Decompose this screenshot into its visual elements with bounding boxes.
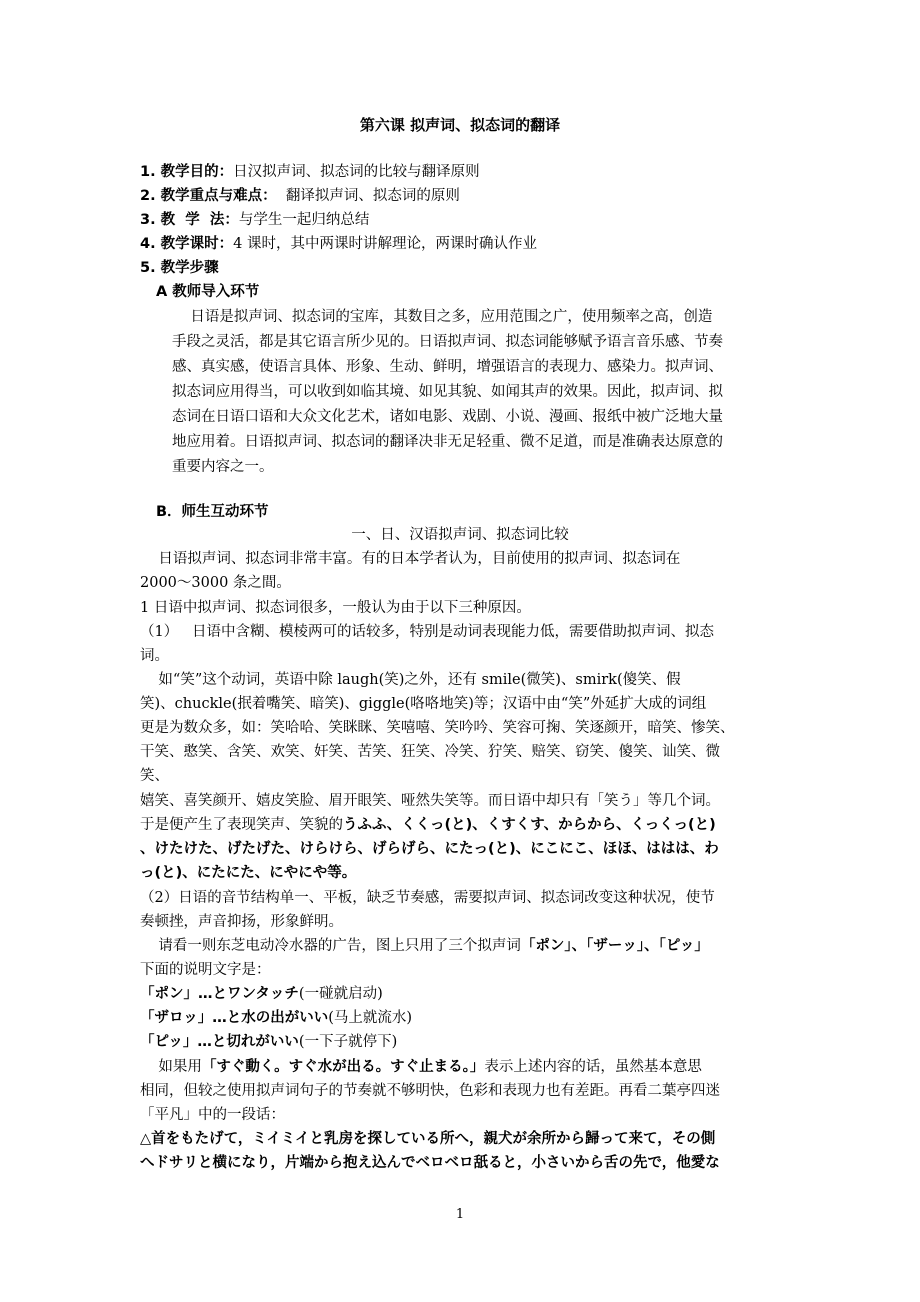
meta-line-hours (140, 232, 537, 256)
kana-line-prefix: 于是便产生了表现笑声、笑貌的 (140, 817, 343, 833)
body-line: 奏顿挫，声音抑扬，形象鲜明。 (140, 914, 343, 930)
section-a-line: 拟态词应用得当，可以收到如临其境、如见其貌、如闻其声的效果。因此，拟声词、拟 (172, 384, 723, 400)
section-b-heading: B．师生互动环节 (156, 504, 269, 520)
ad-onomatopoeia: 「ポン」、「ザーッ」、「ピッ」 (520, 938, 709, 954)
body-line: 嬉笑、喜笑颜开、嬉皮笑脸、眉开眼笑、哑然失笑等。而日语中却只有「笑う」等几个词。 (140, 793, 720, 809)
compare-suffix: 表示上述内容的话，虽然基本意思 (484, 1059, 702, 1075)
meta-value: 4 课时，其中两课时讲解理论，两课时确认作业 (233, 236, 537, 252)
example-jp: 「ザロッ」…と水の出がいい (140, 1010, 329, 1026)
section-b-subheading: 一、日、汉语拟声词、拟态词比较 (351, 527, 569, 543)
meta-line-steps (140, 256, 219, 280)
meta-label: 4. 教学课时： (140, 236, 234, 252)
section-a-line: 态词在日语口语和大众文化艺术，诸如电影、戏剧、小说、漫画、报纸中被广泛地大量 (172, 409, 723, 425)
example-line (140, 1006, 412, 1030)
section-a-line: 地应用着。日语拟声词、拟态词的翻译决非无足轻重、微不足道，而是准确表达原意的 (172, 434, 723, 450)
body-line: 更是为数众多，如：笑哈哈、笑眯眯、笑嘻嘻、笑吟吟、笑容可掬、笑逐颜开，暗笑、惨笑、 (140, 720, 735, 736)
kana-examples: うふふ、くくっ(と)、くすくす、からから、くっくっ(と) (343, 817, 716, 833)
kana-line (140, 813, 716, 837)
example-line (140, 982, 383, 1006)
meta-label: 3. 教 学 法： (140, 212, 239, 228)
example-cn: (马上就流水) (328, 1010, 413, 1026)
body-line: 笑)、chuckle(抿着嘴笑、暗笑)、giggle(咯咯地笑)等；汉语中由“笑”外延扩大成的词组 (140, 696, 707, 712)
page-title: 第六课 拟声词、拟态词的翻译 (359, 116, 561, 134)
meta-value: 翻译拟声词、拟态词的原则 (276, 188, 460, 204)
meta-value: 日汉拟声词、拟态词的比较与翻译原则 (233, 164, 480, 180)
body-line: 2000～3000 条之間。 (140, 575, 291, 591)
example-cn: (一碰就启动) (298, 986, 383, 1002)
meta-line-focus (140, 184, 460, 208)
body-line: 日语拟声词、拟态词非常丰富。有的日本学者认为，目前使用的拟声词、拟态词在 (140, 551, 681, 567)
body-line: （1） 日语中含糊、模棱两可的话较多，特别是动词表现能力低，需要借助拟声词、拟态 (140, 624, 715, 640)
section-a-heading: A 教师导入环节 (156, 284, 260, 300)
section-a-line: 日语是拟声词、拟态词的宝库，其数目之多，应用范围之广，使用频率之高，创造 (172, 309, 713, 325)
example-line (140, 1030, 397, 1054)
body-line: 「平凡」中的一段话： (140, 1107, 285, 1123)
kana-line: 、けたけた、げたげた、けらけら、げらげら、にたっ(と)、にこにこ、ほほ、ははは、わ (140, 841, 719, 857)
ad-line (140, 934, 709, 958)
compare-line (140, 1055, 702, 1079)
quote-line: △首をもたげて，ミイミイと乳房を探している所へ，親犬が余所から歸って来て，その側 (140, 1131, 716, 1147)
section-a-line: 手段之灵活，都是其它语言所少见的。日语拟声词、拟态词能够赋予语言音乐感、节奏 (172, 334, 723, 350)
quote-line: へドサリと横になり，片端から抱え込んでベロベロ舐ると，小さいから舌の先で，他愛な (140, 1155, 720, 1171)
body-line: 词。 (140, 648, 169, 664)
meta-label: 2. 教学重点与难点： (140, 188, 277, 204)
example-cn: (一下子就停下) (298, 1034, 398, 1050)
example-jp: 「ピッ」…と切れがいい (140, 1034, 299, 1050)
meta-line-method (140, 208, 369, 232)
body-line: 1 日语中拟声词、拟态词很多，一般认为由于以下三种原因。 (140, 600, 531, 616)
body-line: 相同，但较之使用拟声词句子的节奏就不够明快，色彩和表现力也有差距。再看二葉亭四迷 (140, 1083, 720, 1099)
compare-example: 「すぐ動く。すぐ水が出る。すぐ止まる。」 (201, 1059, 485, 1075)
meta-line-objective (140, 160, 480, 184)
page-number: 1 (455, 1207, 465, 1222)
kana-line: っ(と)、にたにた、にやにや等。 (140, 865, 357, 881)
section-a-line: 重要内容之一。 (172, 459, 274, 475)
body-line: 下面的说明文字是： (140, 962, 271, 978)
body-line: （2）日语的音节结构单一、平板，缺乏节奏感，需要拟声词、拟态词改变这种状况，使节 (140, 890, 715, 906)
body-line: 如“笑”这个动词，英语中除 laugh(笑)之外，还有 smile(微笑)、smirk(傻笑、假 (140, 672, 681, 688)
meta-label: 1. 教学目的： (140, 164, 234, 180)
compare-prefix: 如果用 (140, 1059, 202, 1075)
body-line: 干笑、憨笑、含笑、欢笑、奸笑、苦笑、狂笑、冷笑、狞笑、赔笑、窃笑、傻笑、讪笑、微 (140, 744, 720, 760)
body-line: 笑、 (140, 768, 169, 784)
meta-label: 5. 教学步骤 (140, 260, 219, 276)
meta-value: 与学生一起归纳总结 (238, 212, 370, 228)
example-jp: 「ポン」…とワンタッチ (140, 986, 299, 1002)
section-a-line: 感、真实感，使语言具体、形象、生动、鲜明，增强语言的表现力、感染力。拟声词、 (172, 359, 723, 375)
ad-line-prefix: 请看一则东芝电动冷水器的广告，图上只用了三个拟声词 (140, 938, 521, 954)
